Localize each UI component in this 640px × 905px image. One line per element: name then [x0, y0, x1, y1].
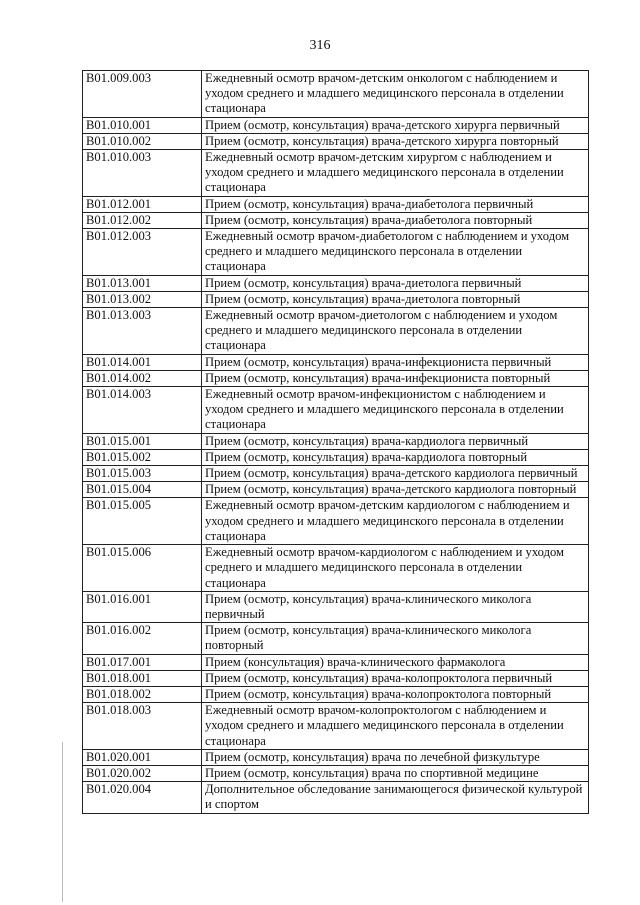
table-row [83, 133, 589, 149]
service-code-cell: B01.015.003 [83, 466, 202, 482]
service-code-cell: B01.015.005 [83, 498, 202, 545]
service-code-cell: B01.016.001 [83, 591, 202, 622]
service-name-cell: Прием (осмотр, консультация) врача-инфекциониста повторный [202, 370, 589, 386]
service-name-cell: Прием (осмотр, консультация) врача-диабетолога первичный [202, 196, 589, 212]
service-name-cell: Прием (осмотр, консультация) врача-колопроктолога повторный [202, 686, 589, 702]
service-code-cell: B01.010.002 [83, 133, 202, 149]
table-row [83, 545, 589, 592]
table-row [83, 354, 589, 370]
table-row [83, 387, 589, 434]
service-code-cell: B01.015.002 [83, 449, 202, 465]
service-code-cell: B01.020.001 [83, 749, 202, 765]
table-row [83, 686, 589, 702]
table-row [83, 308, 589, 355]
service-name-cell: Прием (осмотр, консультация) врача-колопроктолога первичный [202, 670, 589, 686]
service-code-cell: B01.020.002 [83, 765, 202, 781]
service-code-cell: B01.017.001 [83, 654, 202, 670]
service-name-cell: Прием (осмотр, консультация) врача-детского кардиолога повторный [202, 482, 589, 498]
table-row [83, 196, 589, 212]
service-name-cell: Прием (осмотр, консультация) врача-диабетолога повторный [202, 212, 589, 228]
table-row [83, 623, 589, 654]
scan-margin-line [62, 742, 63, 902]
service-name-cell: Прием (осмотр, консультация) врача-инфекциониста первичный [202, 354, 589, 370]
service-code-cell: B01.020.004 [83, 782, 202, 813]
service-code-cell: B01.015.004 [83, 482, 202, 498]
table-row [83, 749, 589, 765]
service-code-cell: B01.014.001 [83, 354, 202, 370]
service-code-cell: B01.013.003 [83, 308, 202, 355]
service-name-cell: Ежедневный осмотр врачом-колопроктологом с наблюдением и уходом среднего и младшего медицинского персонала в отделении стационара [202, 703, 589, 750]
table-row [83, 449, 589, 465]
service-name-cell: Прием (осмотр, консультация) врача-клинического миколога повторный [202, 623, 589, 654]
service-code-cell: B01.015.006 [83, 545, 202, 592]
service-name-cell: Прием (осмотр, консультация) врача-клинического миколога первичный [202, 591, 589, 622]
service-code-cell: B01.013.001 [83, 275, 202, 291]
service-name-cell: Ежедневный осмотр врачом-диабетологом с наблюдением и уходом среднего и младшего медицинского персонала в отделении стационара [202, 229, 589, 276]
service-code-cell: B01.018.001 [83, 670, 202, 686]
service-code-cell: B01.014.002 [83, 370, 202, 386]
service-code-cell: B01.018.002 [83, 686, 202, 702]
service-name-cell: Ежедневный осмотр врачом-инфекционистом с наблюдением и уходом среднего и младшего медицинского персонала в отделении стационара [202, 387, 589, 434]
services-table [82, 70, 589, 814]
service-name-cell: Прием (осмотр, консультация) врача-диетолога повторный [202, 291, 589, 307]
service-name-cell: Прием (консультация) врача-клинического фармаколога [202, 654, 589, 670]
table-row [83, 370, 589, 386]
table-row [83, 229, 589, 276]
service-name-cell: Прием (осмотр, консультация) врача по лечебной физкультуре [202, 749, 589, 765]
table-row [83, 782, 589, 813]
table-row [83, 703, 589, 750]
service-code-cell: B01.014.003 [83, 387, 202, 434]
service-name-cell: Прием (осмотр, консультация) врача-кардиолога повторный [202, 449, 589, 465]
service-name-cell: Прием (осмотр, консультация) врача-кардиолога первичный [202, 433, 589, 449]
service-name-cell: Прием (осмотр, консультация) врача по спортивной медицине [202, 765, 589, 781]
service-code-cell: B01.012.001 [83, 196, 202, 212]
service-code-cell: B01.012.003 [83, 229, 202, 276]
service-code-cell: B01.009.003 [83, 71, 202, 118]
table-row [83, 482, 589, 498]
service-code-cell: B01.016.002 [83, 623, 202, 654]
service-name-cell: Прием (осмотр, консультация) врача-детского кардиолога первичный [202, 466, 589, 482]
table-row [83, 466, 589, 482]
service-name-cell: Прием (осмотр, консультация) врача-детского хирурга первичный [202, 117, 589, 133]
service-name-cell: Ежедневный осмотр врачом-диетологом с наблюдением и уходом среднего и младшего медицинского персонала в отделении стационара [202, 308, 589, 355]
table-row [83, 275, 589, 291]
service-name-cell: Прием (осмотр, консультация) врача-диетолога первичный [202, 275, 589, 291]
services-table-body [83, 71, 589, 814]
table-row [83, 591, 589, 622]
table-row [83, 117, 589, 133]
table-row [83, 212, 589, 228]
service-code-cell: B01.012.002 [83, 212, 202, 228]
service-code-cell: B01.018.003 [83, 703, 202, 750]
service-code-cell: B01.015.001 [83, 433, 202, 449]
service-name-cell: Ежедневный осмотр врачом-детским хирургом с наблюдением и уходом среднего и младшего медицинского персонала в отделении стационара [202, 150, 589, 197]
table-row [83, 654, 589, 670]
service-name-cell: Ежедневный осмотр врачом-детским кардиологом с наблюдением и уходом среднего и младшего медицинского персонала в отделении стационара [202, 498, 589, 545]
page-number: 316 [309, 38, 331, 53]
table-row [83, 150, 589, 197]
table-row [83, 71, 589, 118]
table-row [83, 765, 589, 781]
service-code-cell: B01.010.001 [83, 117, 202, 133]
service-name-cell: Ежедневный осмотр врачом-кардиологом с наблюдением и уходом среднего и младшего медицинского персонала в отделении стационара [202, 545, 589, 592]
service-name-cell: Дополнительное обследование занимающегося физической культурой и спортом [202, 782, 589, 813]
service-code-cell: B01.010.003 [83, 150, 202, 197]
service-code-cell: B01.013.002 [83, 291, 202, 307]
service-name-cell: Прием (осмотр, консультация) врача-детского хирурга повторный [202, 133, 589, 149]
table-row [83, 498, 589, 545]
table-row [83, 291, 589, 307]
table-row [83, 670, 589, 686]
table-row [83, 433, 589, 449]
service-name-cell: Ежедневный осмотр врачом-детским онкологом с наблюдением и уходом среднего и младшего медицинского персонала в отделении стационара [202, 71, 589, 118]
